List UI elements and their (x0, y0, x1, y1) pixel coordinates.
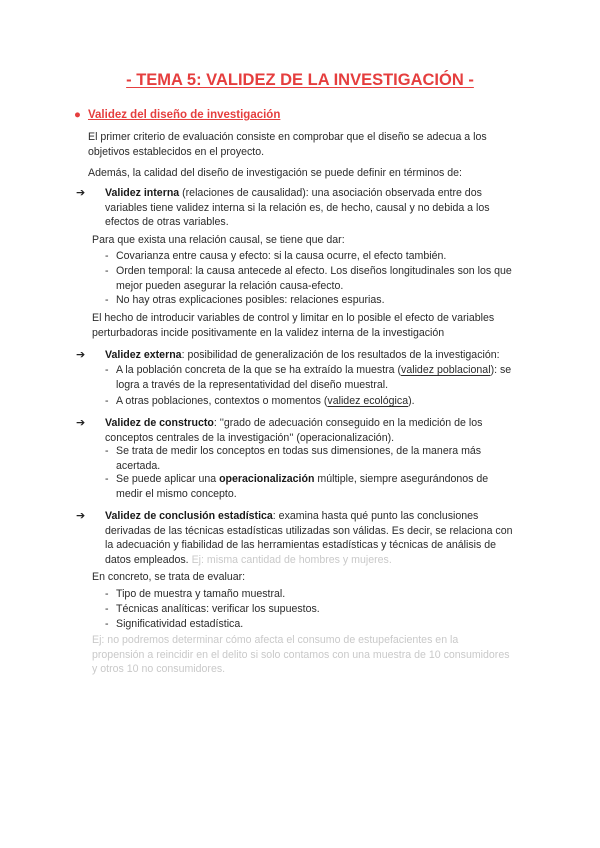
conclusion-item-2: Técnicas analíticas: verificar los supuestos. (116, 603, 320, 615)
conclusion-item-1: Tipo de muestra y tamaño muestral. (116, 588, 286, 600)
conclusion-term: Validez de conclusión estadística (105, 510, 273, 522)
conclusion-text: : examina hasta qué punto las conclusiones derivadas de las técnicas estadísticas utilizadas son válidas. Es decir, se relaciona con la adecuación y fiabilidad de las herramientas estadísticas y técnicas de análisis de datos empleados. (105, 510, 513, 566)
validez-poblacional-term: validez poblacional (401, 364, 491, 376)
arrow-icon: ➔ (76, 417, 86, 429)
constructo-term: Validez de constructo (105, 417, 214, 429)
externa-item-2 (116, 394, 516, 409)
constructo-item-2 (116, 472, 516, 501)
intro-paragraph-2: Además, la calidad del diseño de investigación se puede definir en términos de: (88, 167, 462, 179)
arrow-icon: ➔ (76, 510, 86, 522)
dash-icon: - (105, 618, 109, 630)
dash-icon: - (105, 294, 109, 306)
constructo-item-1: Se trata de medir los conceptos en todas sus dimensiones, de la manera más acertada. (116, 445, 482, 472)
dash-icon: - (105, 250, 109, 262)
dash-icon: - (105, 588, 109, 600)
conclusion-example: Ej: no podremos determinar cómo afecta el consumo de estupefacientes en la propensión a reincidir en el delito si solo contamos con una muestra de 10 consumidores y otros 10 no consumidores. (92, 634, 510, 676)
constructo-block (105, 416, 515, 445)
externa-item-2-pre: A otras poblaciones, contextos o momentos ( (116, 395, 328, 407)
dash-icon: - (105, 473, 109, 485)
interna-term: Validez interna (105, 187, 180, 199)
constructo-text: : ''grado de adecuación conseguido en la medición de los conceptos centrales de la investigación'' (operacionalización). (105, 417, 483, 444)
dash-icon: - (105, 395, 109, 407)
conclusion-lead: En concreto, se trata de evaluar: (92, 571, 246, 583)
interna-item-1: Covarianza entre causa y efecto: si la causa ocurre, el efecto también. (116, 250, 447, 262)
externa-item-2-post: ). (408, 395, 415, 407)
interna-closing: El hecho de introducir variables de control y limitar en lo posible el efecto de variables perturbadoras incide positivamente en la validez interna de la investigación (92, 312, 495, 339)
dash-icon: - (105, 445, 109, 457)
bullet-icon: ● (74, 109, 81, 121)
externa-item-1-pre: A la población concreta de la que se ha extraído la muestra ( (116, 364, 402, 376)
interna-item-3: No hay otras explicaciones posibles: relaciones espurias. (116, 294, 385, 306)
externa-item-1-post: ): se logra a través de la representatividad del diseño muestral. (116, 364, 512, 391)
externa-item-1 (116, 363, 516, 392)
page-title: - TEMA 5: VALIDEZ DE LA INVESTIGACIÓN - (126, 71, 474, 89)
dash-icon: - (105, 364, 109, 376)
externa-term: Validez externa (105, 349, 182, 361)
externa-text: : posibilidad de generalización de los resultados de la investigación: (181, 349, 500, 361)
arrow-icon: ➔ (76, 187, 86, 199)
constructo-item-2-post: múltiple, siempre asegurándonos de medir el mismo concepto. (116, 473, 489, 500)
intro-paragraph-1: El primer criterio de evaluación consiste en comprobar que el diseño se adecua a los objetivos establecidos en el proyecto. (88, 131, 487, 158)
validez-ecologica-term: validez ecológica (327, 395, 409, 407)
interna-text: (relaciones de causalidad): una asociación observada entre dos variables tiene validez interna si la relación es, de hecho, causal y no debida a los efectos de otras variables. (105, 187, 490, 229)
interna-item-2: Orden temporal: la causa antecede al efecto. Los diseños longitudinales son los que mejor pueden asegurar la relación causa-efecto. (116, 265, 512, 292)
interna-lead: Para que exista una relación causal, se tiene que dar: (92, 234, 345, 246)
constructo-item-2-pre: Se puede aplicar una (116, 473, 220, 485)
dash-icon: - (105, 265, 109, 277)
operacionalizacion-term: operacionalización (219, 473, 315, 485)
arrow-icon: ➔ (76, 349, 86, 361)
interna-block (105, 186, 515, 230)
externa-block (105, 348, 515, 363)
conclusion-block (105, 509, 515, 567)
conclusion-note: Ej: misma cantidad de hombres y mujeres. (191, 553, 392, 566)
conclusion-item-3: Significatividad estadística. (116, 618, 244, 630)
section-heading-text: Validez del diseño de investigación (88, 109, 281, 121)
dash-icon: - (105, 603, 109, 615)
section-heading (74, 108, 280, 123)
